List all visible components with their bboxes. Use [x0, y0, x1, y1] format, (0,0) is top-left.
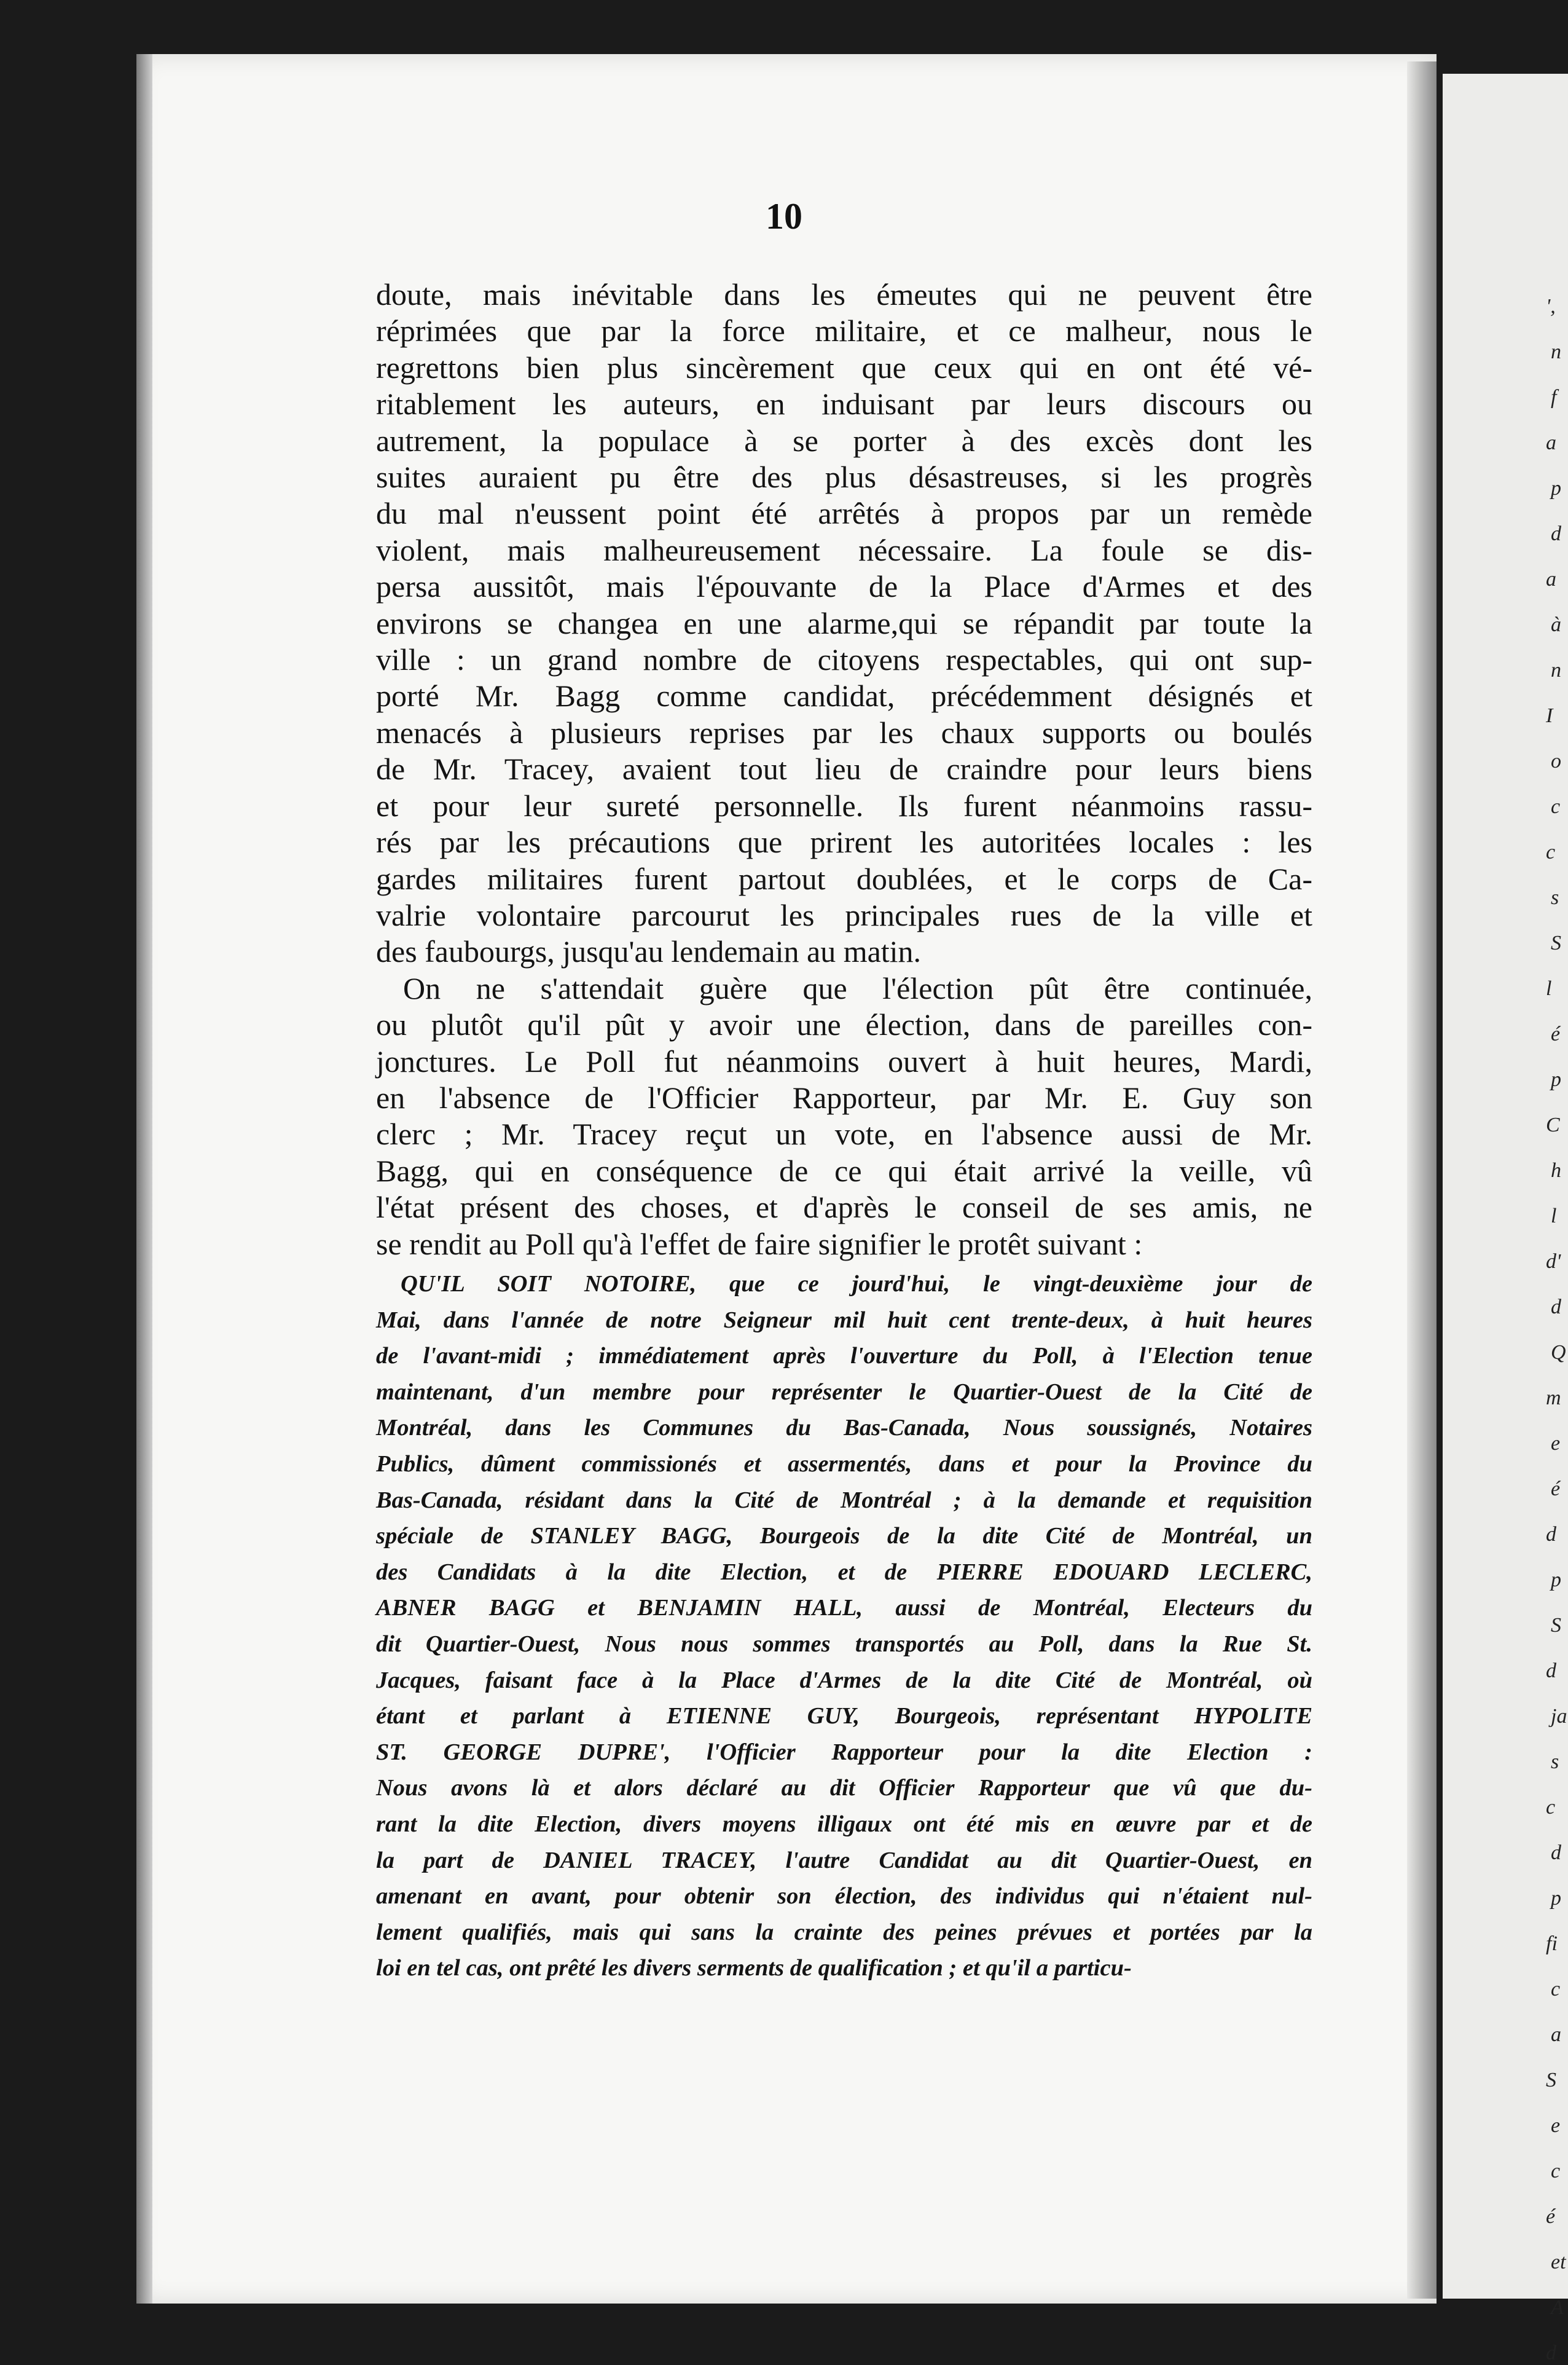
facing-page-fragment: é: [1546, 2205, 1556, 2228]
page-fore-edge: [1407, 61, 1437, 2299]
facing-page-fragment: l: [1546, 977, 1552, 1000]
text-line: suites auraient pu être des plus désastreuses, si les progrès: [376, 460, 1312, 495]
facing-page-fragment: p: [1551, 1068, 1561, 1091]
facing-page-fragment: c: [1551, 2160, 1561, 2182]
notarial-notice: [376, 1266, 1312, 1986]
facing-page-fragment: m: [1546, 1387, 1561, 1409]
facing-page-fragment: I: [1546, 704, 1553, 727]
facing-page-fragment: S: [1551, 932, 1561, 954]
facing-page-fragment: d: [1546, 2342, 1556, 2364]
facing-page-fragment: C: [1546, 1114, 1560, 1136]
text-line: ville : un grand nombre de citoyens respectables, qui ont sup-: [376, 642, 1312, 677]
facing-page-fragment: ja: [1551, 1705, 1567, 1728]
notice-line: amenant en avant, pour obtenir son élection, des individus qui n'étaient nul-: [376, 1883, 1312, 1910]
text-line: de Mr. Tracey, avaient tout lieu de craindre pour leurs biens: [376, 752, 1312, 787]
facing-page-fragment: f: [1551, 386, 1557, 409]
page-number: 10: [766, 196, 802, 237]
facing-page-fragment: S: [1551, 1614, 1561, 1637]
facing-page-fragment: n: [1551, 340, 1561, 363]
text-line: autrement, la populace à se porter à des excès dont les: [376, 423, 1312, 458]
text-line: violent, mais malheureusement nécessaire. La foule se dis-: [376, 532, 1312, 567]
text-line: regrettons bien plus sincèrement que ceux qui en ont été vé-: [376, 350, 1312, 385]
text-line: ritablement les auteurs, en induisant par leurs discours ou: [376, 387, 1312, 422]
text-line: doute, mais inévitable dans les émeutes qui ne peuvent être: [376, 277, 1312, 312]
notice-line: Nous avons là et alors déclaré au dit Officier Rapporteur que vû que du-: [376, 1775, 1312, 1801]
facing-page-fragment: s: [1551, 1750, 1559, 1773]
facing-page-fragment: s: [1551, 886, 1559, 909]
facing-page-fragment: ',: [1546, 295, 1556, 318]
text-line: clerc ; Mr. Tracey reçut un vote, en l'absence aussi de Mr.: [376, 1117, 1312, 1152]
facing-page-fragment: c: [1546, 1796, 1556, 1819]
facing-page-fragment: d: [1546, 1523, 1556, 1546]
text-line: ou plutôt qu'il pût y avoir une élection, dans de pareilles con-: [376, 1007, 1312, 1042]
text-line: l'état présent des choses, et d'après le conseil de ses amis, ne: [376, 1190, 1312, 1225]
text-line: réprimées que par la force militaire, et ce malheur, nous le: [376, 313, 1312, 348]
notice-line: dit Quartier-Ouest, Nous nous sommes transportés au Poll, dans la Rue St.: [376, 1631, 1312, 1657]
text-line: gardes militaires furent partout doublées, et le corps de Ca-: [376, 861, 1312, 896]
notice-line: loi en tel cas, ont prêté les divers serments de qualification ; et qu'il a particu-: [376, 1955, 1132, 1981]
notice-line: Montréal, dans les Communes du Bas-Canada, Nous soussignés, Notaires: [376, 1415, 1312, 1441]
facing-page-fragment: n: [1551, 659, 1561, 682]
notice-line: lement qualifiés, mais qui sans la crainte des peines prévues et portées par la: [376, 1919, 1312, 1945]
notice-line: spéciale de STANLEY BAGG, Bourgeois de la dite Cité de Montréal, un: [376, 1523, 1312, 1549]
facing-page-fragment: S: [1546, 2069, 1556, 2092]
text-line: menacés à plusieurs reprises par les chaux supports ou boulés: [376, 715, 1312, 750]
page-binding-edge: [136, 54, 152, 2304]
facing-page-fragment: c: [1551, 795, 1561, 818]
body-text: [376, 277, 1312, 1262]
facing-page-fragment: d: [1551, 522, 1561, 545]
text-line: rés par les précautions que prirent les autoritées locales : les: [376, 825, 1312, 860]
notice-line: maintenant, d'un membre pour représenter le Quartier-Ouest de la Cité de: [376, 1379, 1312, 1405]
facing-page-fragment: p: [1551, 1887, 1561, 1910]
facing-page-fragment: à: [1551, 613, 1561, 636]
text-line: persa aussitôt, mais l'épouvante de la Place d'Armes et des: [376, 569, 1312, 604]
notice-line: Publics, dûment commissionés et assermentés, dans et pour la Province du: [376, 1450, 1312, 1477]
notice-line: Jacques, faisant face à la Place d'Armes de la dite Cité de Montréal, où: [376, 1667, 1312, 1693]
facing-page-fragment: é: [1551, 1023, 1561, 1045]
text-line: du mal n'eussent point été arrêtés à propos par un remède: [376, 496, 1312, 531]
notice-line: rant la dite Election, divers moyens illigaux ont été mis en œuvre par et de: [376, 1811, 1312, 1837]
facing-page-fragment: h: [1551, 1159, 1561, 1182]
facing-page-fragment: A: [1551, 2296, 1564, 2319]
notice-line: des Candidats à la dite Election, et de PIERRE EDOUARD LECLERC,: [376, 1559, 1312, 1585]
text-line: valrie volontaire parcourut les principales rues de la ville et: [376, 897, 1312, 932]
text-line: porté Mr. Bagg comme candidat, précédemment désignés et: [376, 679, 1312, 714]
facing-page-fragment: fi: [1546, 1932, 1558, 1955]
facing-page-fragment: a: [1546, 568, 1556, 591]
notice-line: Bas-Canada, résidant dans la Cité de Montréal ; à la demande et requisition: [376, 1487, 1312, 1513]
facing-page-fragment: d: [1551, 1841, 1561, 1864]
facing-page-fragment: a: [1551, 2023, 1561, 2046]
facing-page-fragment: c: [1546, 841, 1556, 864]
text-line: On ne s'attendait guère que l'élection pût être continuée,: [403, 970, 1312, 1005]
facing-page-fragment: d': [1546, 1250, 1561, 1273]
facing-page-fragment: Q: [1551, 1341, 1566, 1364]
text-line: Bagg, qui en conséquence de ce qui était arrivé la veille, vû: [376, 1153, 1312, 1188]
text-line: environs se changea en une alarme,qui se répandit par toute la: [376, 605, 1312, 640]
facing-page-fragment: p: [1551, 477, 1561, 500]
facing-page-fragment: p: [1551, 1568, 1561, 1591]
facing-page-fragment: l: [1551, 1205, 1557, 1227]
facing-page-fragment: d: [1551, 1296, 1561, 1318]
text-line: et pour leur sureté personnelle. Ils furent néanmoins rassu-: [376, 788, 1312, 823]
notice-line: la part de DANIEL TRACEY, l'autre Candidat au dit Quartier-Ouest, en: [376, 1847, 1312, 1873]
facing-page-fragment: a: [1546, 431, 1556, 454]
notice-line: ST. GEORGE DUPRE', l'Officier Rapporteur pour la dite Election :: [376, 1739, 1312, 1765]
text-line: se rendit au Poll qu'à l'effet de faire signifier le protêt suivant :: [376, 1226, 1143, 1261]
notice-line: ABNER BAGG et BENJAMIN HALL, aussi de Montréal, Electeurs du: [376, 1595, 1312, 1621]
facing-page-fragment: e: [1551, 2114, 1561, 2137]
text-line: jonctures. Le Poll fut néanmoins ouvert à huit heures, Mardi,: [376, 1044, 1312, 1079]
text-line: des faubourgs, jusqu'au lendemain au matin.: [376, 934, 922, 969]
facing-page-fragment: c: [1551, 1978, 1561, 2001]
text-line: en l'absence de l'Officier Rapporteur, par Mr. E. Guy son: [376, 1080, 1312, 1115]
notice-line: de l'avant-midi ; immédiatement après l'ouverture du Poll, à l'Election tenue: [376, 1343, 1312, 1369]
notice-line: QU'IL SOIT NOTOIRE, que ce jourd'hui, le vingt-deuxième jour de: [401, 1271, 1312, 1297]
facing-page: [1443, 74, 1568, 2364]
notice-line: étant et parlant à ETIENNE GUY, Bourgeois, représentant HYPOLITE: [376, 1703, 1312, 1729]
facing-page-fragment: et: [1551, 2251, 1566, 2273]
facing-page-fragment: e: [1551, 1432, 1561, 1455]
facing-page-fragment: o: [1551, 750, 1561, 773]
facing-page-fragment: é: [1551, 1478, 1561, 1500]
facing-page-fragment: d: [1546, 1659, 1556, 1682]
notice-line: Mai, dans l'année de notre Seigneur mil huit cent trente-deux, à huit heures: [376, 1307, 1312, 1333]
